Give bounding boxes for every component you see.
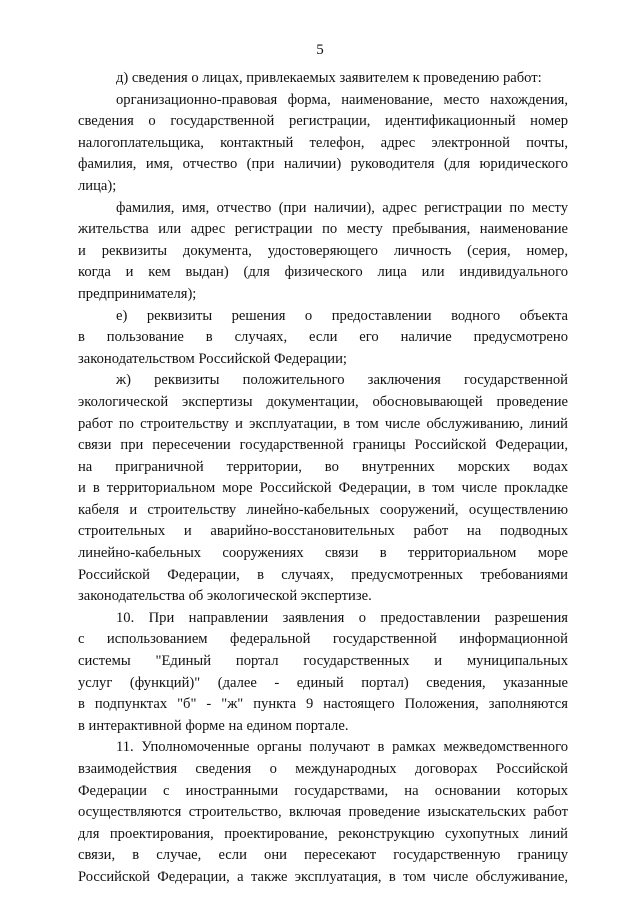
text-line: работ по строительству и эксплуатации, в том числе обслуживанию, линий xyxy=(78,415,568,432)
text-line: с использованием федеральной государственной информационной xyxy=(78,631,568,648)
text-line: законодательством Российской Федерации; xyxy=(78,350,347,367)
text-line: кабеля и строительству линейно-кабельных сооружений, осуществлению xyxy=(78,501,568,518)
text-line: связи при пересечении государственной границы Российской Федерации, xyxy=(78,437,568,454)
text-line: Российской Федерации, в случаях, предусмотренных требованиями xyxy=(78,566,568,583)
text-line: экологической экспертизы документации, обосновывающей проведение xyxy=(78,393,568,410)
text-line: предпринимателя); xyxy=(78,285,197,302)
text-line: Федерации с иностранными государствами, на основании которых xyxy=(78,782,568,799)
text-line: 10. При направлении заявления о предоставлении разрешения xyxy=(116,609,568,626)
text-line: налогоплательщика, контактный телефон, адрес электронной почты, xyxy=(78,134,568,151)
text-line: лица); xyxy=(78,177,117,194)
text-line: когда и кем выдан) (для физического лица или индивидуального xyxy=(78,264,568,281)
page-number: 5 xyxy=(316,42,324,58)
text-line: 11. Уполномоченные органы получают в рамках межведомственного xyxy=(116,739,568,756)
text-line: взаимодействия сведения о международных договорах Российской xyxy=(78,761,568,777)
text-line: законодательства об экологической экспертизе. xyxy=(78,588,372,605)
text-line: в подпунктах "б" - "ж" пункта 9 настоящего Положения, заполняются xyxy=(78,696,568,713)
text-line: фамилия, имя, отчество (при наличии), адрес регистрации по месту xyxy=(116,199,568,216)
text-line: осуществляются строительство, включая проведение изыскательских работ xyxy=(78,804,568,821)
text-line: жительства или адрес регистрации по месту пребывания, наименование xyxy=(78,221,568,238)
text-line: Российской Федерации, а также эксплуатация, в том числе обслуживание, xyxy=(78,868,568,885)
document-body xyxy=(78,68,568,889)
text-line: и реквизиты документа, удостоверяющего личность (серия, номер, xyxy=(78,242,568,259)
text-line: связи, в случае, если они пересекают государственную границу xyxy=(78,847,568,864)
text-line: и в территориальном море Российской Федерации, в том числе прокладке xyxy=(78,480,568,497)
text-line: ж) реквизиты положительного заключения государственной xyxy=(116,372,568,389)
text-line: е) реквизиты решения о предоставлении водного объекта xyxy=(116,307,568,324)
text-line: фамилия, имя, отчество (при наличии) руководителя (для юридического xyxy=(78,156,568,173)
text-line: линейно-кабельных сооружениях связи в территориальном море xyxy=(78,545,568,562)
text-line: организационно-правовая форма, наименование, место нахождения, xyxy=(116,91,568,108)
text-line: сведения о государственной регистрации, идентификационный номер xyxy=(78,113,568,130)
text-line: услуг (функций)" (далее - единый портал) сведения, указанные xyxy=(78,674,568,691)
text-line: д) сведения о лицах, привлекаемых заявителем к проведению работ: xyxy=(116,70,542,86)
text-line: в пользование в случаях, если его наличие предусмотрено xyxy=(78,329,568,346)
text-line: строительных и аварийно-восстановительных работ на подводных xyxy=(78,523,568,540)
text-line: системы "Единый портал государственных и муниципальных xyxy=(78,653,568,670)
text-line: в интерактивной форме на едином портале. xyxy=(78,717,349,734)
text-line: для проектирования, проектирование, реконструкцию сухопутных линий xyxy=(78,825,568,842)
text-line: на приграничной территории, во внутренних морских водах xyxy=(78,458,568,475)
